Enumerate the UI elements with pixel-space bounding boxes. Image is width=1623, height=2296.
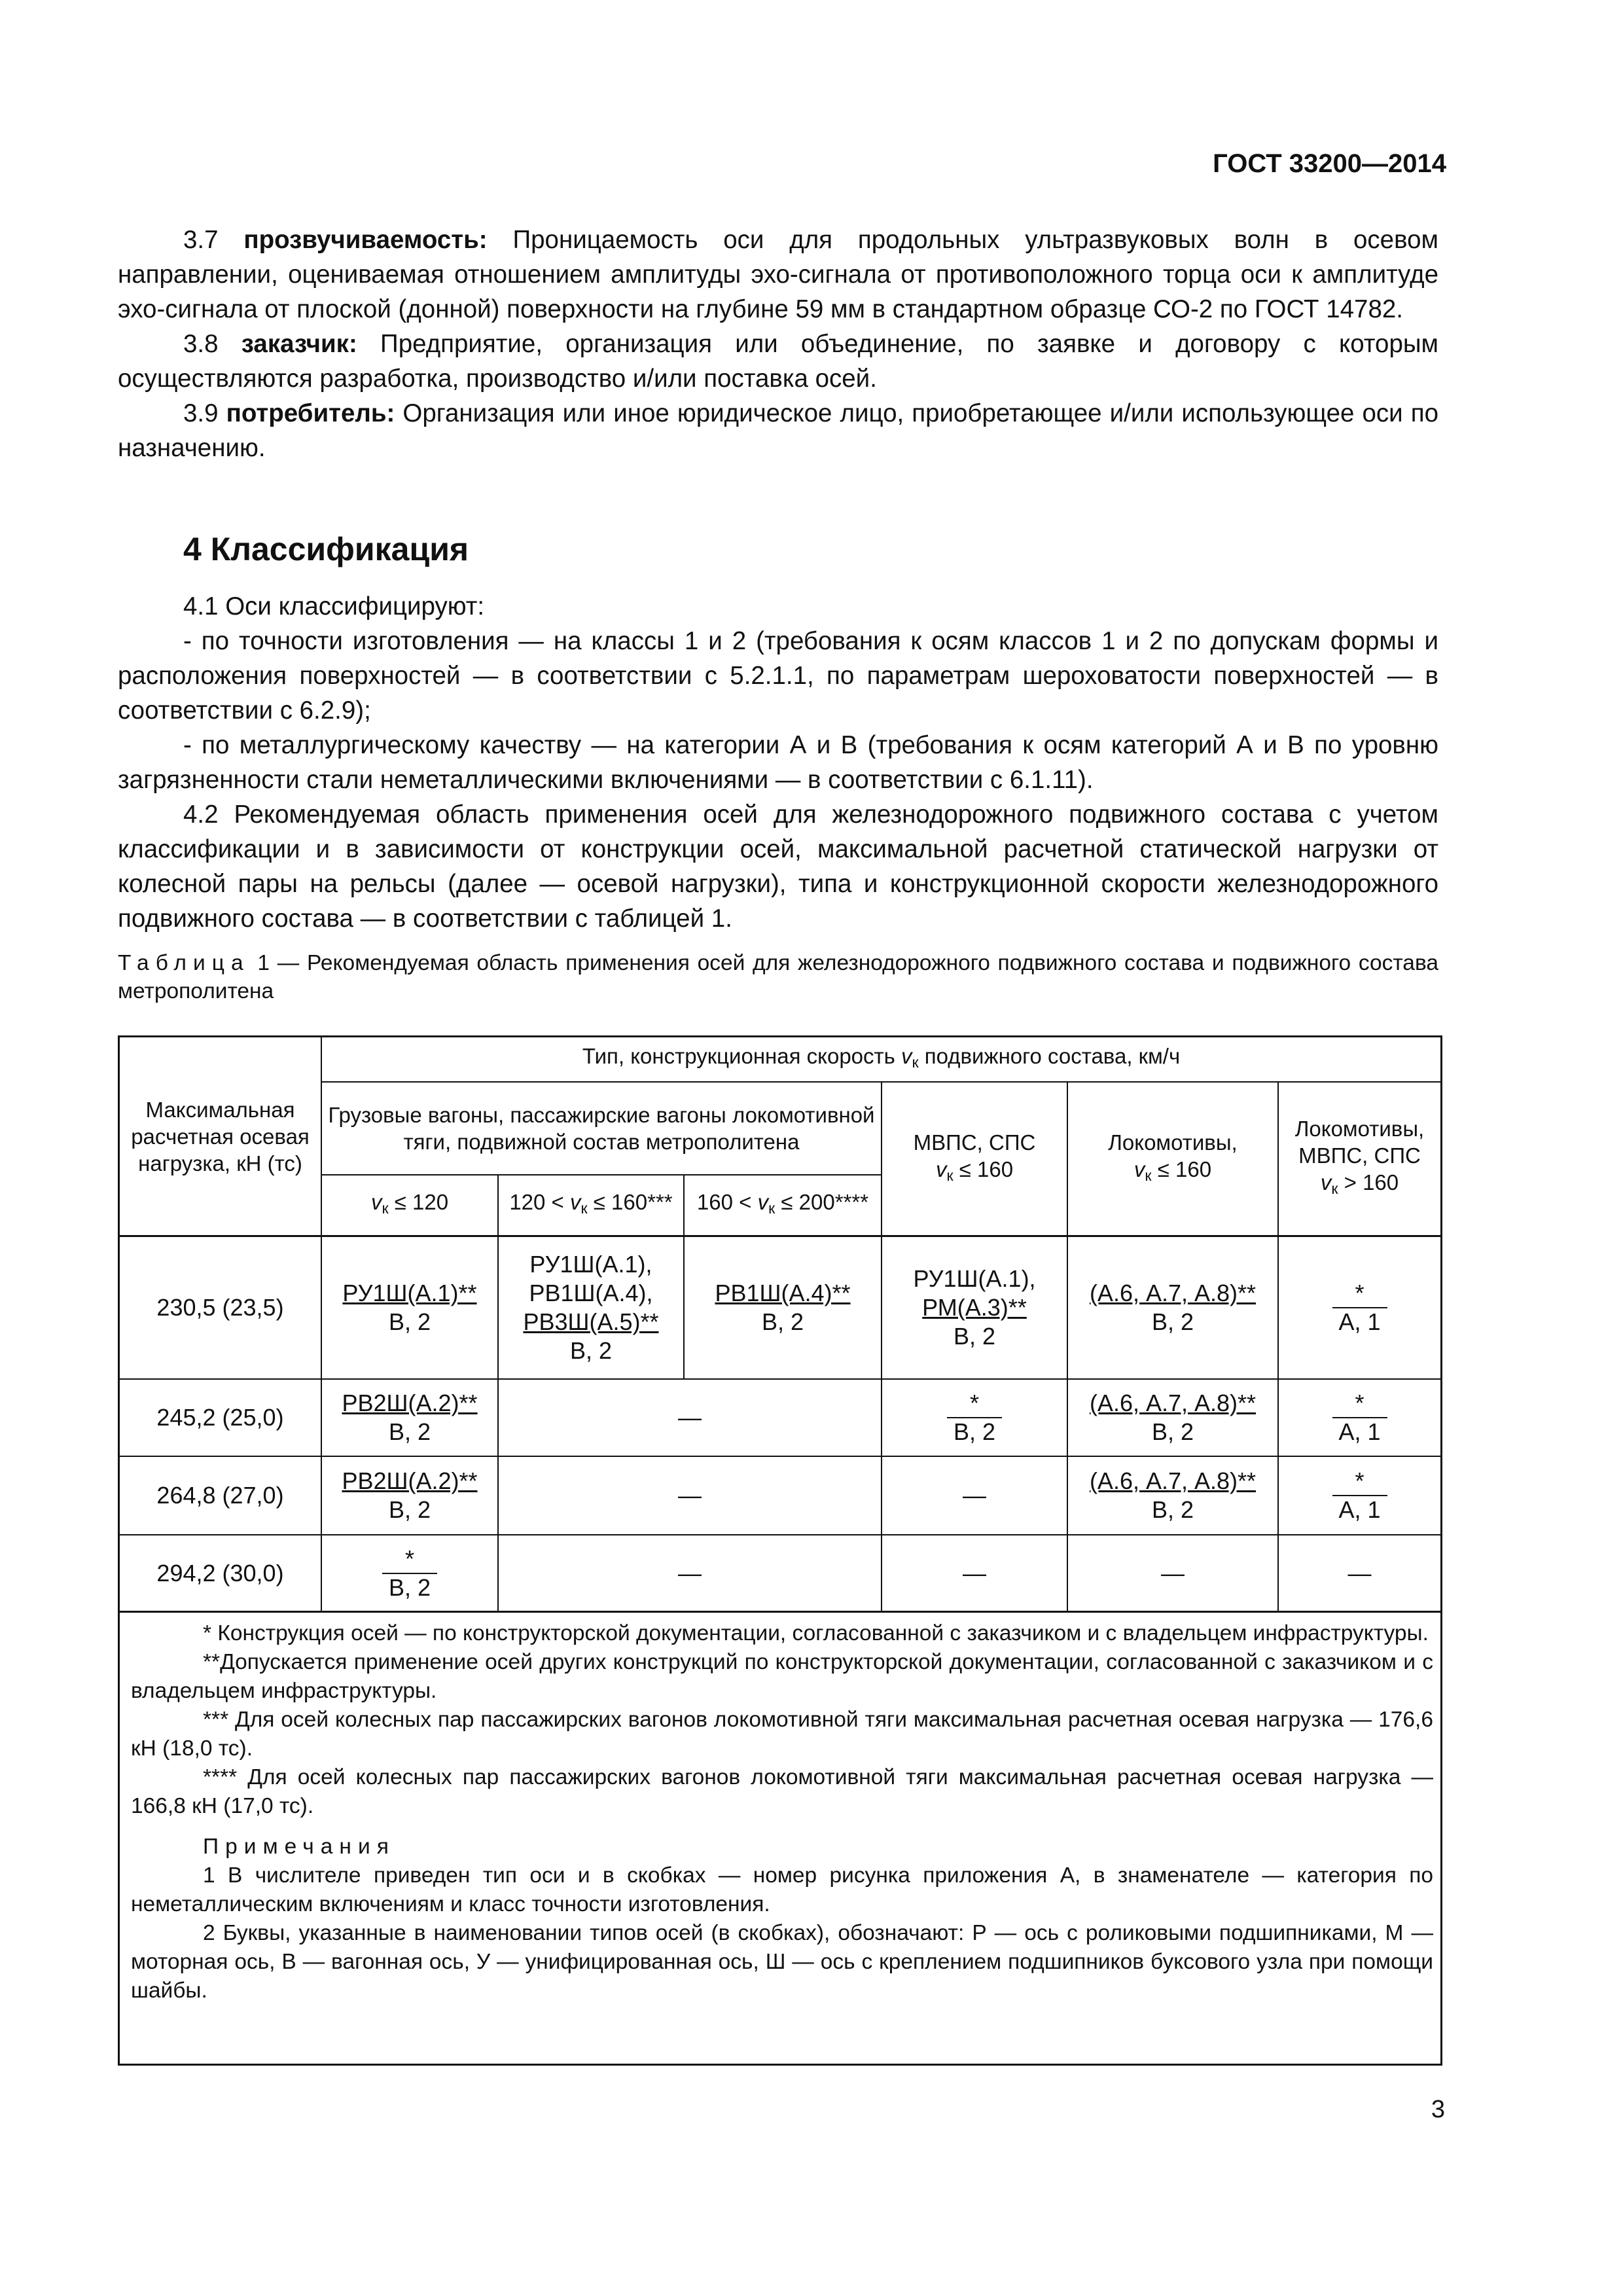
- section-heading: 4 Классификация: [183, 531, 469, 567]
- row2-cell-mvps: $\frac{*}{В, 2}$: [882, 1380, 1067, 1456]
- row4-cell-le120: $\frac{*}{В, 2}$: [322, 1535, 497, 1611]
- header-mvps-sps: МВПС, СПС $v_к \le 160$: [913, 1130, 1036, 1184]
- row3-cell-loco-fast: $\frac{*}{А, 1}$: [1279, 1457, 1440, 1534]
- header-speed-160-200: $160 < v_к \le 200****$: [696, 1190, 869, 1217]
- header-max-load: Максимальная расчетная осевая нагрузка, кН (тс): [131, 1097, 310, 1175]
- footnote-2: **Допускается применение осей других конструкций по конструкторской документации, согласованной с заказчиком и с владельцем инфраструктуры.: [131, 1650, 1433, 1703]
- footnote-1: * Конструкция осей — по конструкторской документации, согласованной с заказчиком и с владельцем инфраструктуры.: [203, 1621, 1429, 1645]
- row3-load: 264,8 (27,0): [156, 1482, 284, 1509]
- document-code: ГОСТ 33200—2014: [1213, 149, 1446, 178]
- row2-load: 245,2 (25,0): [156, 1404, 284, 1431]
- header-locomotives-mvps-sps: Локомотивы, МВПС, СПС $v_к > 160$: [1294, 1117, 1425, 1197]
- note-1: 1 В числителе приведен тип оси и в скобках — номер рисунка приложения А, в знаменателе — категория по неметаллическим включениям и класс точности изготовления.: [131, 1863, 1433, 1916]
- section-4-body: [118, 589, 1438, 936]
- note-2: 2 Буквы, указанные в наименовании типов осей (в скобках), обозначают: Р — ось с роликовыми подшипниками, М — моторная ось, В — вагонная ось, У — унифицированная ось, Ш — ось с креплением подшипников буксового узла при помощи шайбы.: [131, 1921, 1433, 2003]
- row3-cell-le120: РВ2Ш(А.2)** В, 2: [342, 1467, 478, 1523]
- paragraph-accuracy-classes: - по точности изготовления — на классы 1 и 2 (требования к осям классов 1 и 2 по допускам формы и расположения поверхностей — в соответствии с 5.2.1.1, по параметрам шероховатости поверхностей — в соответствии с 6.2.9);: [118, 627, 1438, 725]
- term-3-9: 3.9 потребитель: Организация или иное юридическое лицо, приобретающее и/или использующее оси по назначению.: [118, 399, 1438, 462]
- row3-cell-120-200: —: [678, 1482, 702, 1509]
- footnote-3: *** Для осей колесных пар пассажирских вагонов локомотивной тяги максимальная расчетная осевая нагрузка — 176,6 кН (18,0 тс).: [131, 1708, 1433, 1761]
- header-locomotives: Локомотивы, $v_к \le 160$: [1108, 1130, 1238, 1184]
- row1-cell-mvps: РУ1Ш(А.1), РМ(А.3)** В, 2: [913, 1265, 1036, 1350]
- header-speed-120-160: $120 < v_к \le 160***$: [509, 1190, 673, 1217]
- row1-cell-120-160: РУ1Ш(А.1), РВ1Ш(А.4), РВ3Ш(А.5)** В, 2: [523, 1251, 659, 1364]
- row3-cell-locomotives: (А.6, А.7, А.8)** В, 2: [1089, 1467, 1257, 1523]
- header-type-speed: Тип, конструкционная скорость $v_к$ подвижного состава, км/ч: [582, 1044, 1181, 1071]
- table-footnotes: [131, 1619, 1433, 2005]
- footnote-4: **** Для осей колесных пар пассажирских вагонов локомотивной тяги максимальная расчетная осевая нагрузка — 166,8 кН (17,0 тс).: [131, 1765, 1433, 1818]
- row3-cell-mvps: —: [963, 1482, 986, 1509]
- row1-cell-le120: РУ1Ш(А.1)** В, 2: [342, 1280, 477, 1335]
- header-freight-passenger: Грузовые вагоны, пассажирские вагоны локомотивной тяги, подвижной состав метрополитена: [328, 1103, 875, 1154]
- terms-block: [118, 223, 1438, 465]
- row1-cell-160-200: РВ1Ш(А.4)** В, 2: [715, 1280, 851, 1335]
- row2-cell-loco-fast: $\frac{*}{А, 1}$: [1279, 1380, 1440, 1456]
- row2-cell-120-200: —: [678, 1404, 702, 1431]
- page-number: 3: [1431, 2096, 1445, 2123]
- row2-cell-locomotives: (А.6, А.7, А.8)** В, 2: [1089, 1390, 1257, 1445]
- row4-load: 294,2 (30,0): [156, 1559, 284, 1587]
- notes-title: Примечания: [203, 1835, 395, 1859]
- header-speed-le-120: $v_к \le 120$: [370, 1190, 449, 1217]
- row4-cell-locomotives: —: [1161, 1559, 1185, 1587]
- row2-cell-le120: РВ2Ш(А.2)** В, 2: [342, 1390, 478, 1445]
- term-3-8: 3.8 заказчик: Предприятие, организация или объединение, по заявке и договору с которым осуществляются разработка, производство и/или поставка осей.: [118, 330, 1439, 393]
- row4-cell-120-200: —: [678, 1559, 702, 1587]
- paragraph-metallurgical-categories: - по металлургическому качеству — на категории А и В (требования к осям категорий А и В по уровню загрязненности стали неметаллическими включениями — в соответствии с 6.1.11).: [118, 731, 1438, 794]
- term-3-7: 3.7 прозвучиваемость: Проницаемость оси для продольных ультразвуковых волн в осевом направлении, оцениваемая отношением амплитуды эхо-сигнала от противоположного торца оси к амплитуде эхо-сигнала от плоской (донной) поверхности на глубине 59 мм в стандартном образце СО-2 по ГОСТ 14782.: [118, 226, 1438, 323]
- row4-cell-loco-fast: —: [1347, 1559, 1372, 1587]
- row1-load: 230,5 (23,5): [156, 1294, 284, 1321]
- row1-cell-loco-fast: $\frac{*}{А, 1}$: [1279, 1237, 1440, 1378]
- row1-cell-locomotives: (А.6, А.7, А.8)** В, 2: [1089, 1280, 1257, 1335]
- row4-cell-mvps: —: [963, 1559, 986, 1587]
- paragraph-4-2: 4.2 Рекомендуемая область применения осей для железнодорожного подвижного состава с учетом классификации и в зависимости от конструкции осей, максимальной расчетной статической нагрузки от колесной пары на рельсы (далее — осевой нагрузки), типа и конструкционной скорости железнодорожного подвижного состава — в соответствии с таблицей 1.: [118, 800, 1438, 933]
- table-caption: Таблица 1 — Рекомендуемая область применения осей для железнодорожного подвижного состава и подвижного состава метрополитена: [118, 951, 1438, 1003]
- paragraph-4-1: 4.1 Оси классифицируют:: [183, 592, 485, 620]
